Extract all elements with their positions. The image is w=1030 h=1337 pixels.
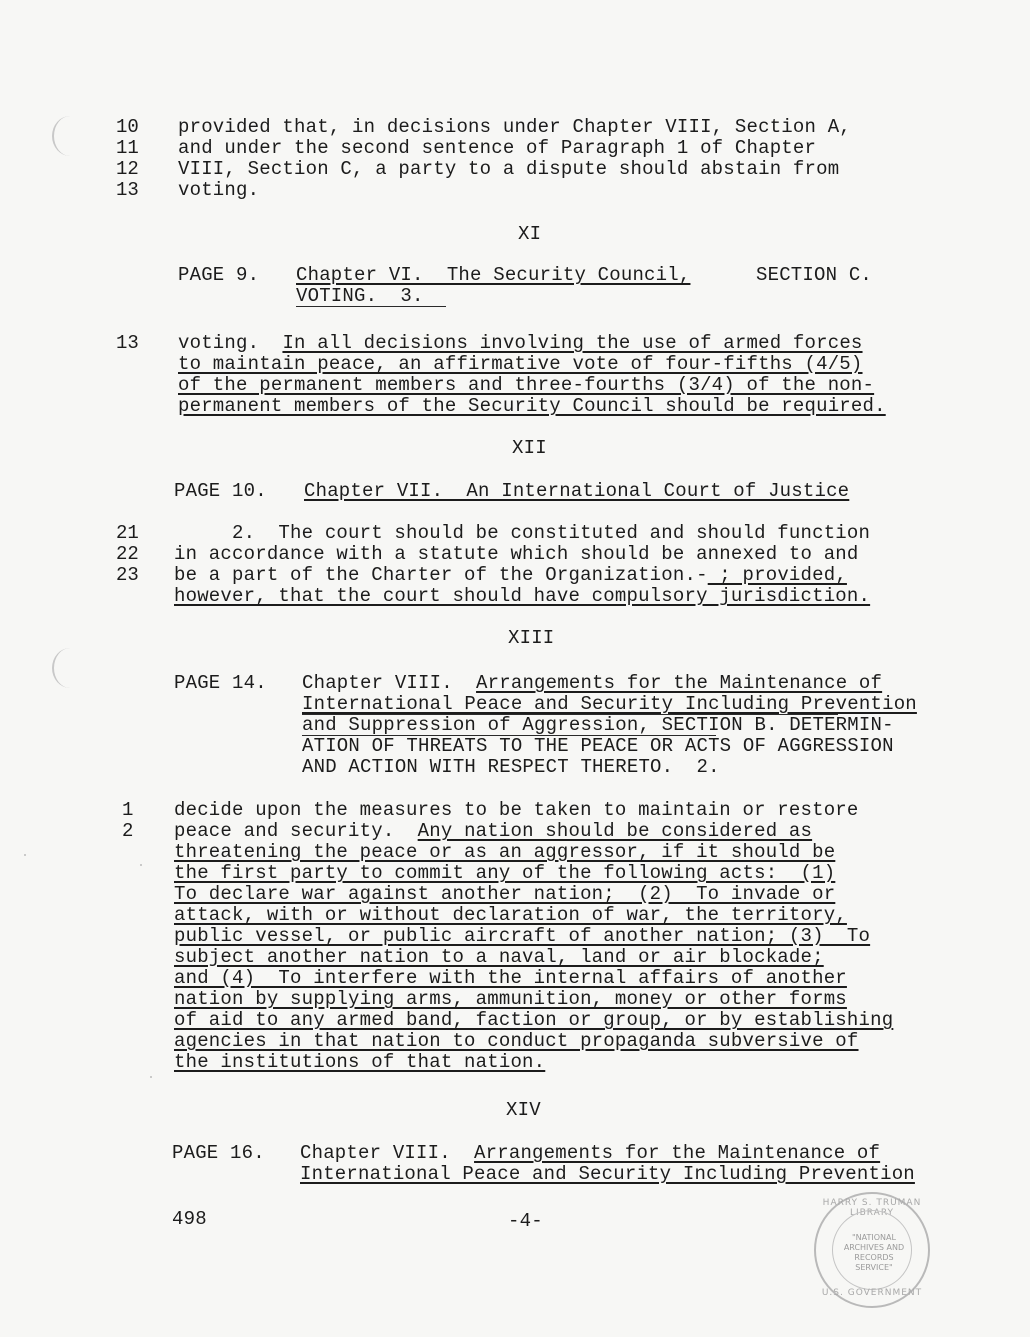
strike-rule xyxy=(296,306,446,307)
strike-rule xyxy=(302,714,838,715)
line-number: 2 xyxy=(122,820,134,842)
plain-text: Chapter VIII. xyxy=(300,1142,451,1164)
paragraph-line: provided that, in decisions under Chapter VIII, Section A, xyxy=(178,116,851,138)
line-number: 22 xyxy=(116,543,139,565)
underlined-text: Arrangements for the Maintenance of xyxy=(476,672,883,694)
paragraph-line: decide upon the measures to be taken to maintain or restore xyxy=(174,799,859,821)
archive-stamp xyxy=(814,1192,930,1308)
binder-hole-mark xyxy=(52,648,88,688)
inserted-text: In all decisions involving the use of armed forces xyxy=(282,332,863,354)
section-numeral: XIII xyxy=(508,627,555,649)
inserted-line: public vessel, or public aircraft of another nation; (3) To xyxy=(174,925,871,947)
strike-rule xyxy=(302,735,716,736)
paragraph-line xyxy=(178,333,863,354)
paragraph-line xyxy=(174,565,847,586)
inserted-line: permanent members of the Security Council should be required. xyxy=(178,395,886,417)
inserted-line: nation by supplying arms, ammunition, money or other forms xyxy=(174,988,847,1010)
paragraph-line xyxy=(174,821,812,842)
chapter-heading-line: International Peace and Security Including Prevention xyxy=(302,693,917,715)
voting-label: VOTING. 3. xyxy=(296,285,424,307)
line-number: 1 xyxy=(122,799,134,821)
page-number: -4- xyxy=(508,1210,543,1232)
page-reference: PAGE 9. xyxy=(178,264,260,286)
inserted-line: however, that the court should have compulsory jurisdiction. xyxy=(174,585,871,607)
inserted-line: agencies in that nation to conduct propaganda subversive of xyxy=(174,1030,859,1052)
plain-text: peace and security. xyxy=(174,820,395,842)
plain-text: Chapter VIII. xyxy=(302,672,453,694)
inserted-line: of the permanent members and three-fourths (3/4) of the non- xyxy=(178,374,875,396)
binder-hole-mark xyxy=(52,116,88,156)
chapter-heading-line: and Suppression of Aggression, SECTION B. DETERMIN- xyxy=(302,714,894,736)
stamp-center-text: "NATIONAL ARCHIVES AND RECORDS SERVICE" xyxy=(843,1233,905,1272)
stamp-inner-circle xyxy=(832,1210,912,1290)
section-numeral: XI xyxy=(518,223,542,245)
chapter-heading xyxy=(302,673,882,694)
inserted-line: the first party to commit any of the following acts: (1) xyxy=(174,862,836,884)
page-reference: PAGE 14. xyxy=(174,672,267,694)
chapter-heading xyxy=(300,1143,880,1164)
inserted-line: of aid to any armed band, faction or group, or by establishing xyxy=(174,1009,894,1031)
edit-mark: - xyxy=(696,564,708,586)
document-number: 498 xyxy=(172,1208,207,1230)
line-number: 13 xyxy=(116,179,139,201)
chapter-heading: Chapter VII. An International Court of Justice xyxy=(304,480,850,502)
inserted-line: threatening the peace or as an aggressor, if it should be xyxy=(174,841,836,863)
inserted-line: subject another nation to a naval, land or air blockade; xyxy=(174,946,824,968)
chapter-heading-line: ATION OF THREATS TO THE PEACE OR ACTS OF AGGRESSION xyxy=(302,735,894,757)
line-number: 10 xyxy=(116,116,139,138)
inserted-text: Any nation should be considered as xyxy=(417,820,813,842)
line-number: 21 xyxy=(116,522,139,544)
paragraph-line: VIII, Section C, a party to a dispute should abstain from xyxy=(178,158,840,180)
section-numeral: XIV xyxy=(506,1099,541,1121)
plain-text: be a part of the Charter of the Organization. xyxy=(174,564,697,586)
stamp-ring-text: HARRY S. TRUMAN LIBRARY xyxy=(822,1198,922,1218)
plain-text: voting. xyxy=(178,332,260,354)
line-number: 12 xyxy=(116,158,139,180)
inserted-line: to maintain peace, an affirmative vote of four-fifths (4/5) xyxy=(178,353,863,375)
chapter-heading: Chapter VI. The Security Council, xyxy=(296,264,691,286)
paragraph-line: in accordance with a statute which should be annexed to and xyxy=(174,543,859,565)
inserted-line: the institutions of that nation. xyxy=(174,1051,546,1073)
stamp-ring-text: U.S. GOVERNMENT xyxy=(821,1288,923,1298)
paragraph-line: voting. xyxy=(178,179,260,201)
inserted-line: attack, with or without declaration of war, the territory, xyxy=(174,904,847,926)
section-label: SECTION C. xyxy=(756,264,873,286)
inserted-line: To declare war against another nation; (2) To invade or xyxy=(174,883,836,905)
inserted-line: and (4) To interfere with the internal affairs of another xyxy=(174,967,847,989)
underlined-text: Arrangements for the Maintenance of xyxy=(474,1142,881,1164)
page-reference: PAGE 10. xyxy=(174,480,267,502)
chapter-heading-line: AND ACTION WITH RESPECT THERETO. 2. xyxy=(302,756,720,778)
line-number: 13 xyxy=(116,332,139,354)
page-reference: PAGE 16. xyxy=(172,1142,265,1164)
paragraph-line: and under the second sentence of Paragraph 1 of Chapter xyxy=(178,137,817,159)
line-number: 11 xyxy=(116,137,139,159)
scan-speck xyxy=(140,864,142,866)
chapter-heading-line: International Peace and Security Including Prevention xyxy=(300,1163,915,1185)
scan-speck xyxy=(24,854,26,856)
scan-speck xyxy=(150,1076,152,1078)
inserted-text: ; provided, xyxy=(707,564,847,586)
line-number: 23 xyxy=(116,564,139,586)
section-numeral: XII xyxy=(512,437,547,459)
paragraph-line: 2. The court should be constituted and should function xyxy=(174,522,871,544)
